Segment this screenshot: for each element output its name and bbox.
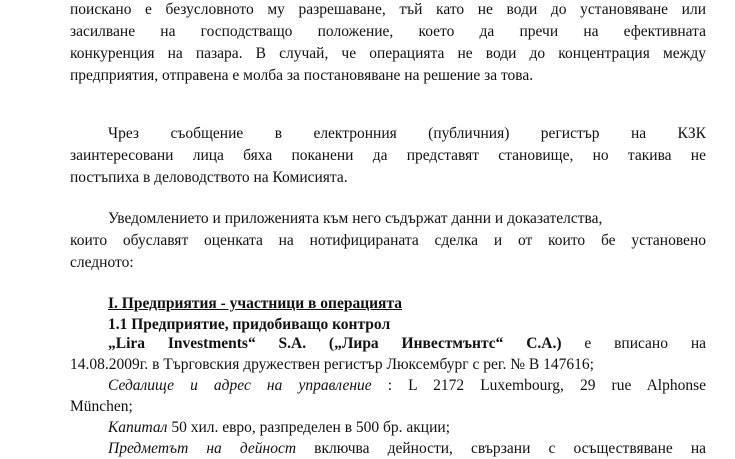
company-seat-line (108, 377, 706, 395)
company-activity-line (108, 440, 706, 458)
activity-label: Предметът на дейност (108, 440, 297, 457)
paragraph-2-line-2: заинтересовани лица бяха поканени да представят становище, но такива не (70, 147, 706, 164)
seat-value: : L 2172 Luxembourg, 29 rue Alphonse (371, 377, 706, 394)
section-subheading: 1.1 Предприятие, придобиващо контрол (108, 316, 391, 333)
company-registration-line: 14.08.2009г. в Търговския дружествен регистър Люксембург с рег. № В 147616; (70, 356, 594, 373)
paragraph-3-line-2: които обуславят оценката на нотифицираната сделка и от които бе установено (70, 232, 706, 249)
paragraph-1-line-1: поискано е безусловното му разрешаване, тъй като не води до установяване или (70, 1, 706, 18)
capital-label: Капитал (108, 419, 168, 436)
paragraph-2-line-1: Чрез съобщение в електронния (публичния) регистър на КЗК (108, 125, 706, 142)
paragraph-1-line-3: конкуренция на пазара. В случай, че операцията не води до концентрация между (70, 45, 706, 62)
paragraph-3-line-3: следното: (70, 254, 134, 271)
paragraph-2-line-3: постъпиха в деловодството на Комисията. (70, 169, 348, 186)
capital-value: 50 хил. евро, разпределен в 500 бр. акции; (167, 419, 450, 436)
company-capital-line (108, 419, 706, 437)
company-seat-line-cont: München; (70, 398, 133, 415)
seat-label: Седалище и адрес на управление (108, 377, 372, 394)
company-line-1 (108, 335, 706, 353)
paragraph-1-line-4: предприятия, отправена е молба за постановяване на решение за това. (70, 67, 534, 84)
company-registered-text: е вписано на (561, 335, 706, 352)
section-heading: I. Предприятия - участници в операцията (108, 295, 402, 312)
paragraph-1-line-2: засилване на господстващо положение, което да пречи на ефективната (70, 23, 706, 40)
paragraph-3-line-1: Уведомлението и приложенията към него съдържат данни и доказателства, (108, 210, 603, 227)
activity-value: включва дейности, свързани с осъществяване на (296, 440, 706, 457)
company-name: „Lira Investments“ S.A. („Лира Инвестмънтс“ С.А.) (108, 335, 562, 352)
